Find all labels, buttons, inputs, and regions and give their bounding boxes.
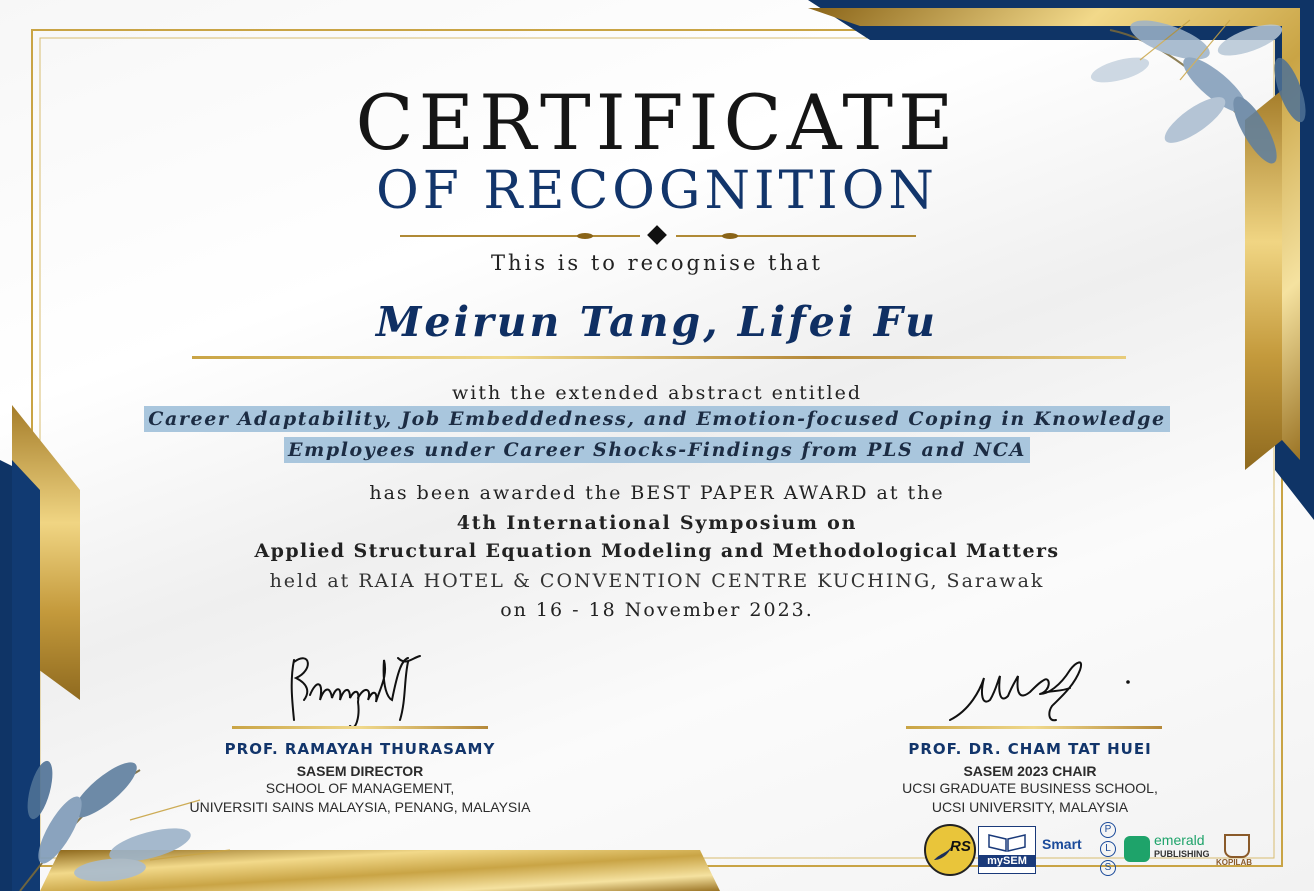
paper-title-line-1 bbox=[0, 408, 1314, 430]
signatory-right-role: SASEM 2023 CHAIR bbox=[963, 763, 1097, 779]
symposium-line-2: Applied Structural Equation Modeling and Methodological Matters bbox=[254, 540, 1060, 562]
signatory-left-org-2: UNIVERSITI SAINS MALAYSIA, PENANG, MALAYSIA bbox=[189, 799, 531, 815]
signatory-right-org-2: UCSI UNIVERSITY, MALAYSIA bbox=[931, 799, 1129, 815]
kopilab-cup-icon bbox=[1224, 834, 1250, 858]
symposium-line-1: 4th International Symposium on bbox=[456, 512, 858, 534]
signature-cham bbox=[940, 650, 1140, 730]
signatory-left bbox=[140, 740, 580, 817]
signatory-right bbox=[830, 740, 1230, 817]
paper-title-text-1: Career Adaptability, Job Embeddedness, and Emotion-focused Coping in Knowledge bbox=[144, 406, 1169, 432]
pls-letter-p: P bbox=[1100, 822, 1116, 838]
mysem-logo bbox=[978, 826, 1036, 874]
rs-logo bbox=[924, 824, 976, 876]
signatory-left-role: SASEM DIRECTOR bbox=[296, 763, 424, 779]
mysem-text: mySEM bbox=[979, 855, 1035, 867]
sponsor-logos bbox=[918, 822, 1270, 878]
recipient-names: Meirun Tang, Lifei Fu bbox=[376, 298, 938, 346]
smartpls-text: Smart bbox=[1042, 836, 1082, 852]
emerald-text: emerald bbox=[1154, 832, 1205, 848]
pls-letter-l: L bbox=[1100, 841, 1116, 857]
kopilab-text: KOPILAB bbox=[1216, 858, 1252, 867]
signatory-left-org-1: SCHOOL OF MANAGEMENT, bbox=[265, 780, 455, 796]
pls-logo bbox=[1098, 822, 1116, 876]
award-line: has been awarded the BEST PAPER AWARD at the bbox=[369, 482, 945, 504]
recipient-underline bbox=[192, 356, 1126, 359]
ornament-divider-icon bbox=[400, 225, 916, 245]
signature-ramayah bbox=[280, 640, 430, 740]
signatory-right-org-1: UCSI GRADUATE BUSINESS SCHOOL, bbox=[902, 780, 1158, 796]
signatory-right-name: PROF. DR. CHAM TAT HUEI bbox=[908, 740, 1152, 758]
book-icon bbox=[979, 829, 1035, 855]
rs-logo-text: RS bbox=[950, 838, 971, 855]
emerald-publishing-text: PUBLISHING bbox=[1154, 849, 1210, 859]
paper-title-line-2 bbox=[0, 439, 1314, 461]
signatory-left-name: PROF. RAMAYAH THURASAMY bbox=[224, 740, 496, 758]
abstract-intro: with the extended abstract entitled bbox=[451, 382, 862, 404]
venue-line: held at RAIA HOTEL & CONVENTION CENTRE KUCHING, Sarawak bbox=[269, 570, 1045, 592]
emerald-icon bbox=[1124, 836, 1150, 862]
certificate-title: CERTIFICATE bbox=[355, 78, 959, 167]
certificate-subtitle: OF RECOGNITION bbox=[376, 161, 938, 221]
recognise-intro: This is to recognise that bbox=[491, 251, 823, 275]
signature-line-right bbox=[906, 726, 1162, 729]
date-line: on 16 - 18 November 2023. bbox=[500, 599, 814, 621]
paper-title-text-2: Employees under Career Shocks-Findings from PLS and NCA bbox=[284, 437, 1030, 463]
signature-line-left bbox=[232, 726, 488, 729]
pls-letter-s: S bbox=[1100, 860, 1116, 876]
